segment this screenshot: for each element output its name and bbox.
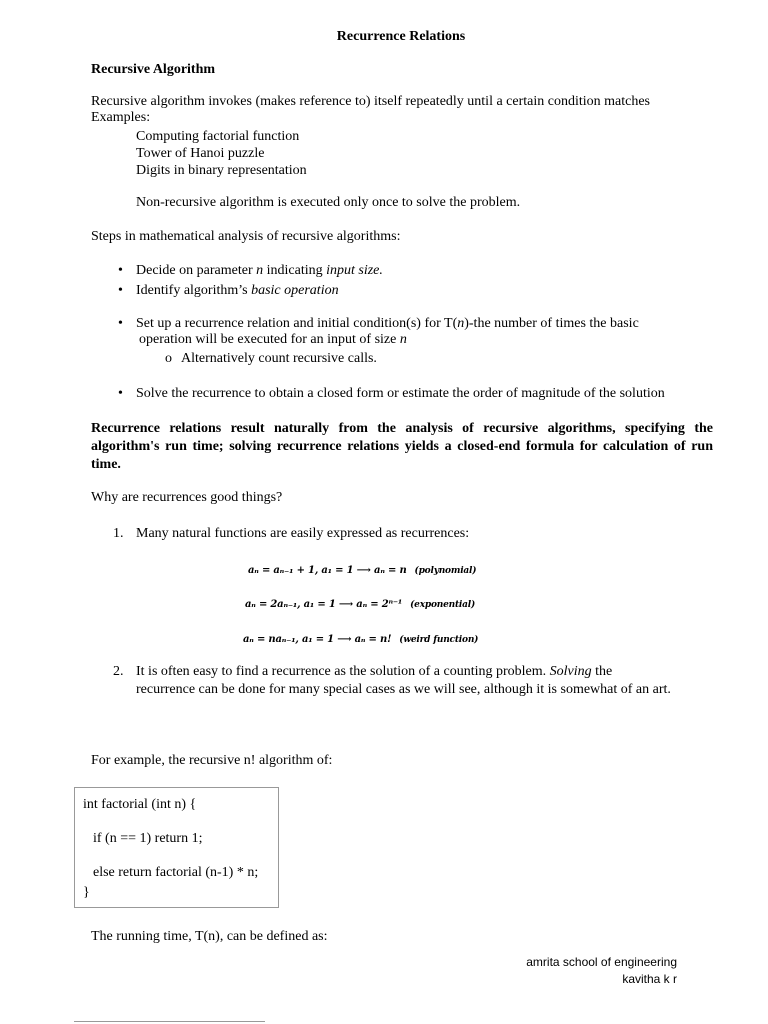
list-item-1: Many natural functions are easily expressed as recurrences: bbox=[136, 526, 470, 541]
why-heading: Why are recurrences good things? bbox=[91, 490, 283, 505]
bold-paragraph: Recurrence relations result naturally from the analysis of recursive algorithms, specifying the algorithm's run time; solving recurrence relations yields a closed-end formula for calculation of run time. bbox=[91, 421, 713, 472]
list-item-2: It is often easy to find a recurrence as the solution of a counting problem. Solving the bbox=[136, 664, 613, 679]
non-recursive-note: Non-recursive algorithm is executed only once to solve the problem. bbox=[136, 195, 521, 210]
step-bullet-3: • Set up a recurrence relation and initial condition(s) for T(n)-the number of times the basic bbox=[136, 316, 639, 332]
code-line: int factorial (int n) { bbox=[83, 797, 197, 812]
code-line: if (n == 1) return 1; bbox=[93, 831, 203, 846]
step-bullet-4: • Solve the recurrence to obtain a closed form or estimate the order of magnitude of the solution bbox=[136, 386, 665, 402]
intro-line: Recursive algorithm invokes (makes reference to) itself repeatedly until a certain condition matches bbox=[91, 94, 651, 109]
footnote-divider bbox=[74, 1021, 265, 1022]
examples-label: Examples: bbox=[91, 110, 151, 125]
step-sub-bullet: o Alternatively count recursive calls. bbox=[181, 351, 377, 367]
list-number: 2. bbox=[113, 664, 124, 679]
step-bullet-1: • Decide on parameter n indicating input size. bbox=[136, 263, 383, 279]
code-line: else return factorial (n-1) * n; bbox=[93, 865, 259, 880]
example-intro: For example, the recursive n! algorithm of: bbox=[91, 753, 333, 768]
code-line: } bbox=[83, 885, 90, 900]
footer-author: kavitha k r bbox=[622, 972, 677, 986]
formula-weird: aₙ = naₙ₋₁, a₁ = 1 ⟶ aₙ = n! (weird function) bbox=[243, 634, 479, 645]
example-item: Tower of Hanoi puzzle bbox=[136, 146, 265, 161]
list-item-2-cont: recurrence can be done for many special cases as we will see, although it is somewhat of an art. bbox=[136, 682, 671, 697]
section-heading: Recursive Algorithm bbox=[91, 62, 216, 77]
step-bullet-3-cont: operation will be executed for an input of size n bbox=[139, 332, 407, 347]
page-title: Recurrence Relations bbox=[336, 29, 466, 44]
list-number: 1. bbox=[113, 526, 124, 541]
step-bullet-2: • Identify algorithm’s basic operation bbox=[136, 283, 339, 299]
formula-polynomial: aₙ = aₙ₋₁ + 1, a₁ = 1 ⟶ aₙ = n (polynomial) bbox=[248, 565, 477, 576]
steps-heading: Steps in mathematical analysis of recursive algorithms: bbox=[91, 229, 401, 244]
footer-school: amrita school of engineering bbox=[526, 955, 677, 969]
formula-exponential: aₙ = 2aₙ₋₁, a₁ = 1 ⟶ aₙ = 2ⁿ⁻¹ (exponential) bbox=[245, 599, 476, 610]
running-time-line: The running time, T(n), can be defined as: bbox=[91, 929, 328, 944]
code-box bbox=[74, 787, 279, 908]
example-item: Digits in binary representation bbox=[136, 163, 307, 178]
example-item: Computing factorial function bbox=[136, 129, 300, 144]
